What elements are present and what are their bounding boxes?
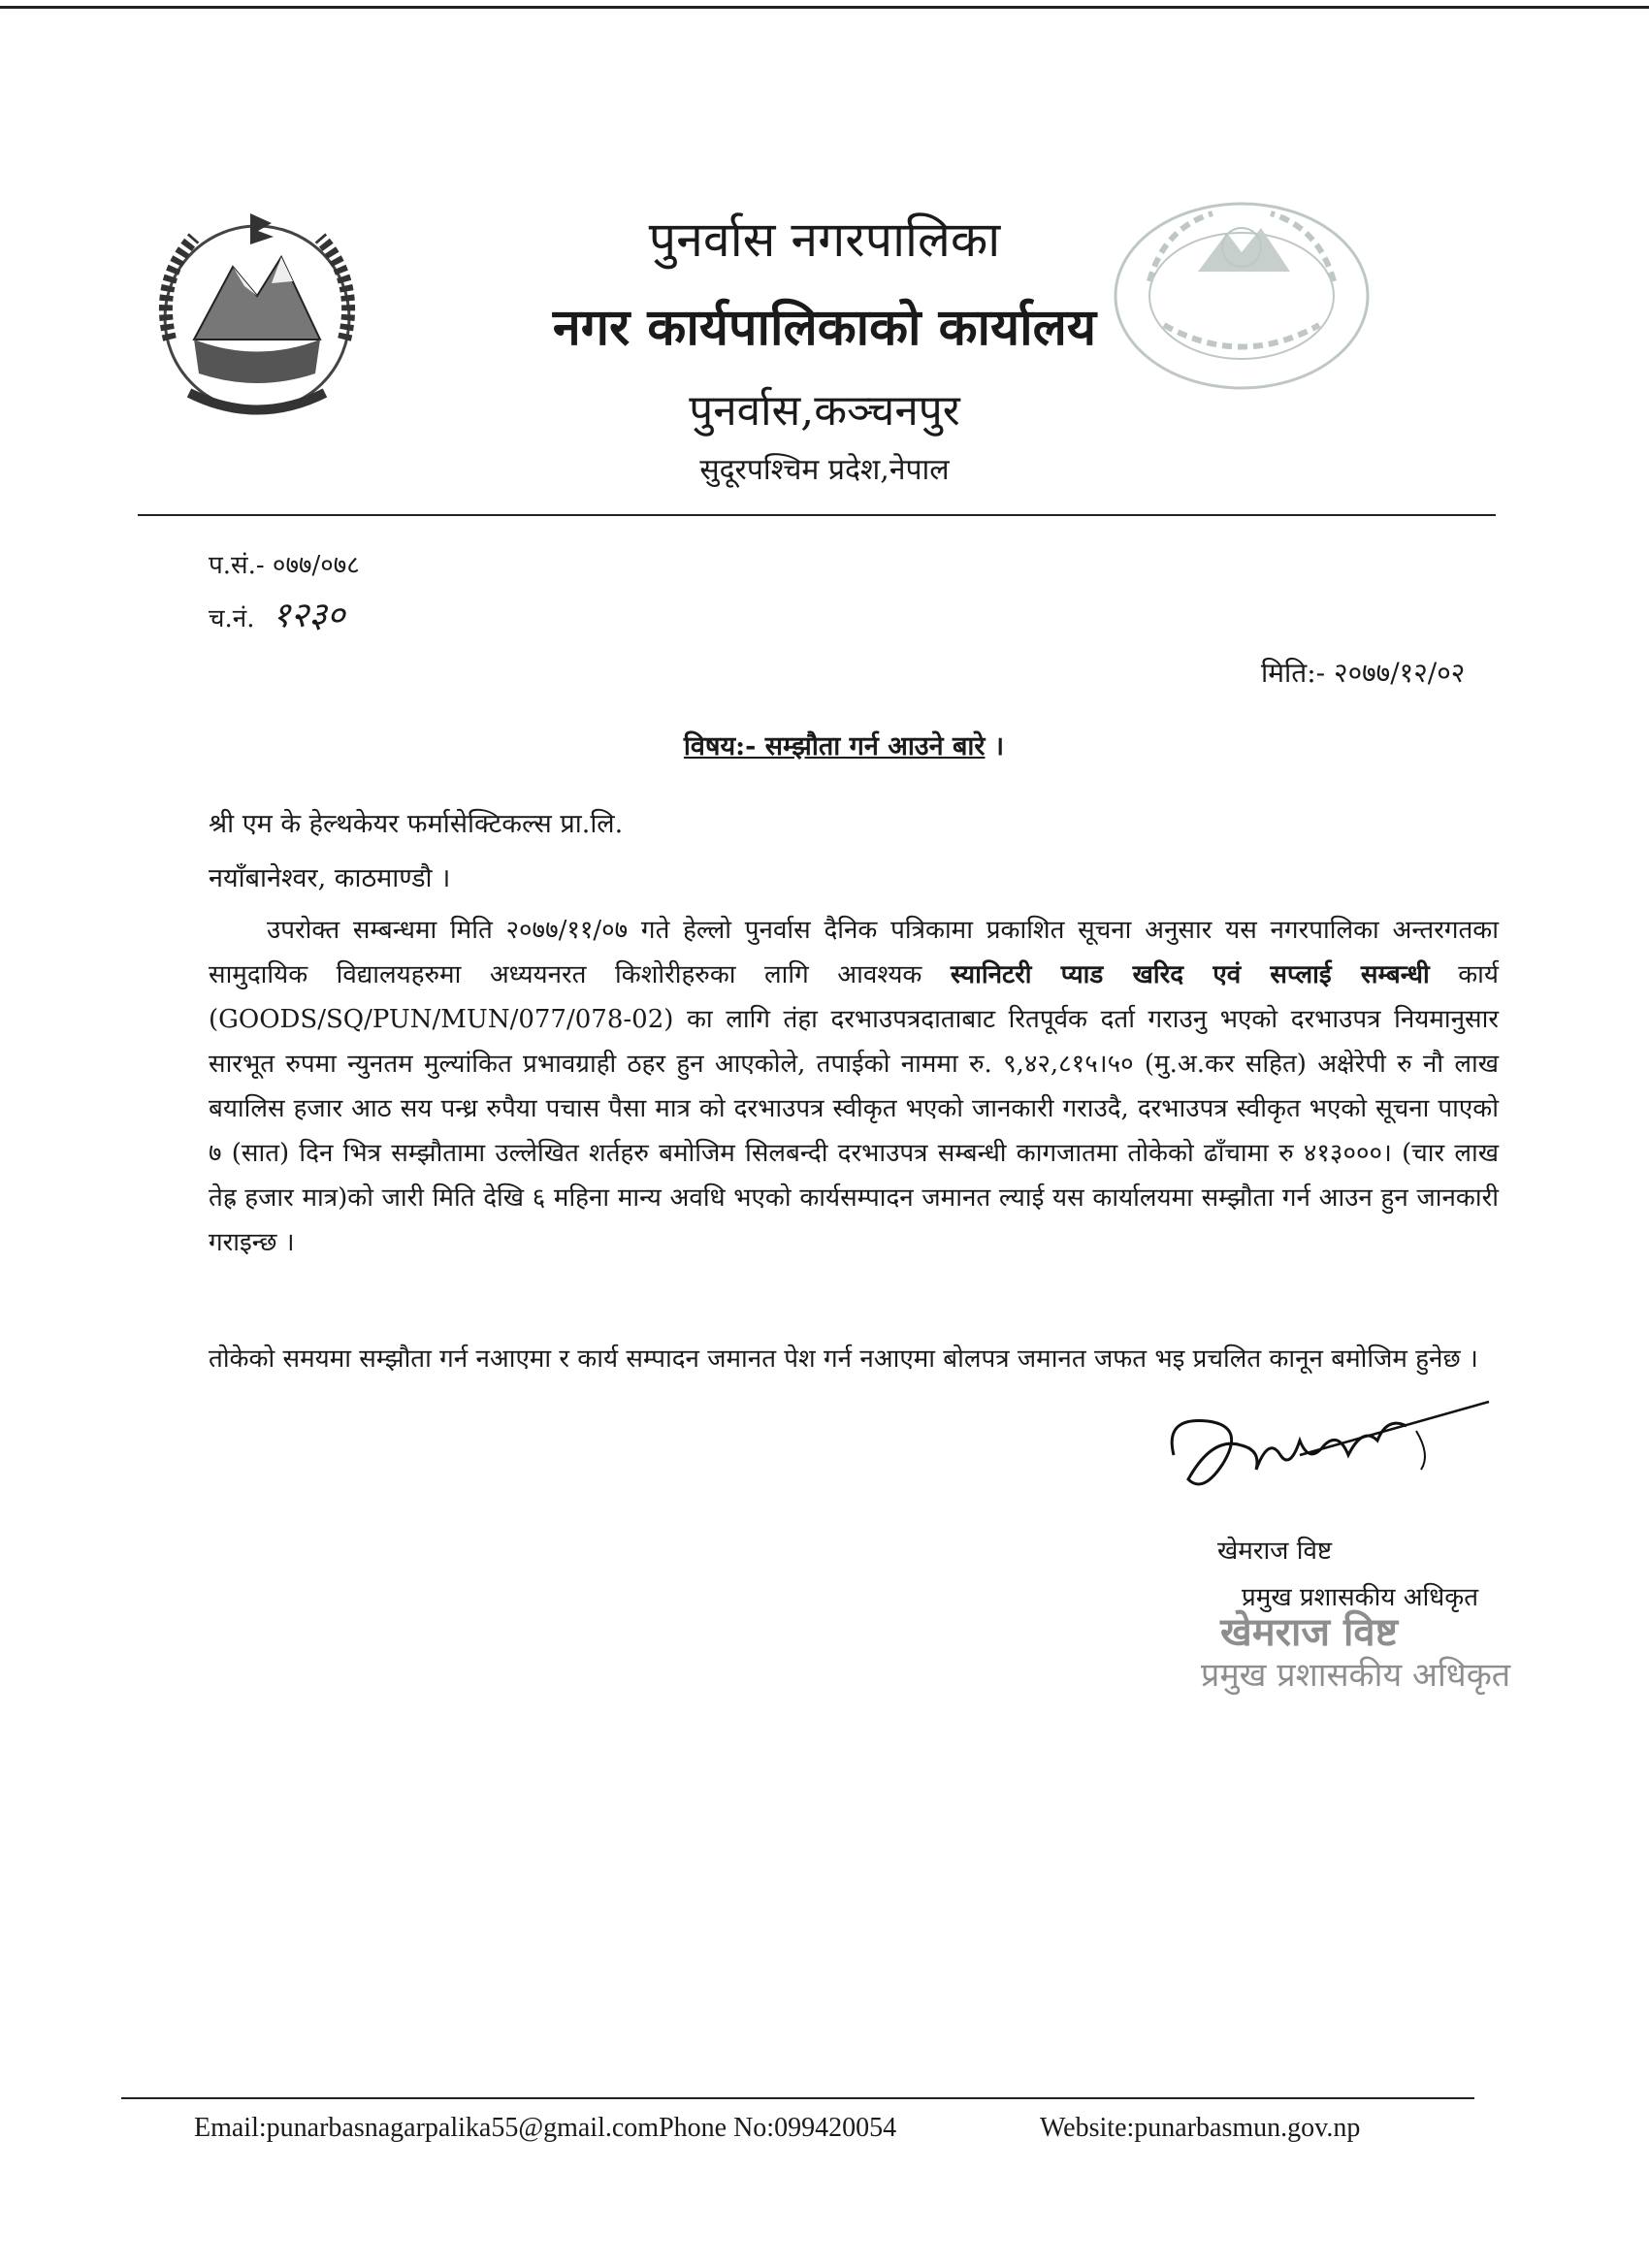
stamp-title: प्रमुख प्रशासकीय अधिकृत (1201, 1656, 1511, 1695)
footer-website: Website:punarbasmun.gov.np (1040, 2113, 1361, 2143)
header-divider (138, 514, 1496, 516)
letter-date: मिति:- २०७७/१२/०२ (1261, 657, 1466, 689)
signatory-title: प्रमुख प्रशासकीय अधिकृत (1242, 1583, 1479, 1612)
stamp-name: खेमराज विष्ट (1220, 1609, 1398, 1655)
addressee-name: श्री एम के हेल्थकेयर फर्मासेक्टिकल्स प्रा.लि. (209, 809, 624, 839)
addressee-address: नयाँबानेश्वर, काठमाण्डौ । (209, 863, 451, 893)
body-p1-a: उपरोक्त सम्बन्धमा मिति २०७७/११/०७ गते हेल्लो पुनर्वास दैनिक पत्रिकामा प्रकाशित सूचना अनुसार यस नगरपालिका अन्तरगतका सामुदायिक विद्यालयहरुमा अध्ययनरत किशोरीहरुका लागि आवश्यक (209, 916, 1499, 989)
body-paragraph-2: तोकेको समयमा सम्झौता गर्न नआएमा र कार्य सम्पादन जमानत पेश गर्न नआएमा बोलपत्र जमानत जफत भइ प्रचलित कानून बमोजिम हुनेछ । (209, 1345, 1478, 1374)
office-seal-icon (1106, 189, 1377, 403)
footer-divider (121, 2097, 1474, 2099)
body-p1-b: कार्य (GOODS/SQ/PUN/MUN/077/078-02) का लागि तंहा दरभाउपत्रदाताबाट रितपूर्वक दर्ता गराउनु भएको दरभाउपत्र नियमानुसार सारभूत रुपमा न्युनतम मुल्यांकित प्रभावग्राही ठहर हुन आएकोले, तपाईको नाममा रु. ९,४२,८१५।५० (मु.अ.कर सहित) अक्षेरेपी रु नौ लाख बयालिस हजार आठ सय पन्ध्र रुपैया पचास पैसा मात्र को दरभाउपत्र स्वीकृत भएको जानकारी गराउदै, दरभाउपत्र स्वीकृत भएको सूचना पाएको ७ (सात) दिन भित्र सम्झौतामा उल्लेखित शर्तहरु बमोजिम सिलबन्दी दरभाउपत्र सम्बन्धी कागजातमा तोकेको ढाँचामा रु ४१३०००। (चार लाख तेह्र हजार मात्र)को जारी मिति देखि ६ महिना मान्य अवधि भएको कार्यसम्पादन जमानत ल्याई यस कार्यालयमा सम्झौता गर्न आउन हुन जानकारी गराइन्छ । (209, 960, 1499, 1257)
office-location: पुनर्वास,कञ्चनपुर (689, 386, 960, 436)
body-paragraph-1 (209, 908, 1499, 1265)
top-border-line (0, 6, 1649, 9)
handwritten-signature (1154, 1397, 1494, 1533)
subject-text: विषय:- सम्झौता गर्न आउने बारे (683, 731, 986, 761)
nepal-emblem-icon (136, 194, 378, 437)
chalani-number-line (209, 596, 345, 635)
patra-sankhya: प.सं.- ०७७/०७८ (209, 551, 360, 580)
letter-subject (621, 729, 1067, 764)
chalani-label: च.नं. (209, 604, 255, 633)
municipality-name: पुनर्वास नगरपालिका (648, 211, 1001, 268)
signatory-name: खेमराज विष्ट (1217, 1537, 1333, 1566)
footer-email-phone: Email:punarbasnagarpalika55@gmail.comPhone No:099420054 (194, 2113, 897, 2143)
name-stamp (1201, 1610, 1521, 1696)
body-p1-bold: स्यानिटरी प्याड खरिद एवं सप्लाई सम्बन्धी (950, 960, 1430, 989)
office-name: नगर कार्यपालिकाको कार्यालय (552, 298, 1097, 357)
chalani-number: १२३० (272, 596, 345, 635)
province-country: सुदूरपश्चिम प्रदेश,नेपाल (699, 453, 950, 487)
subject-end: । (993, 731, 1005, 761)
